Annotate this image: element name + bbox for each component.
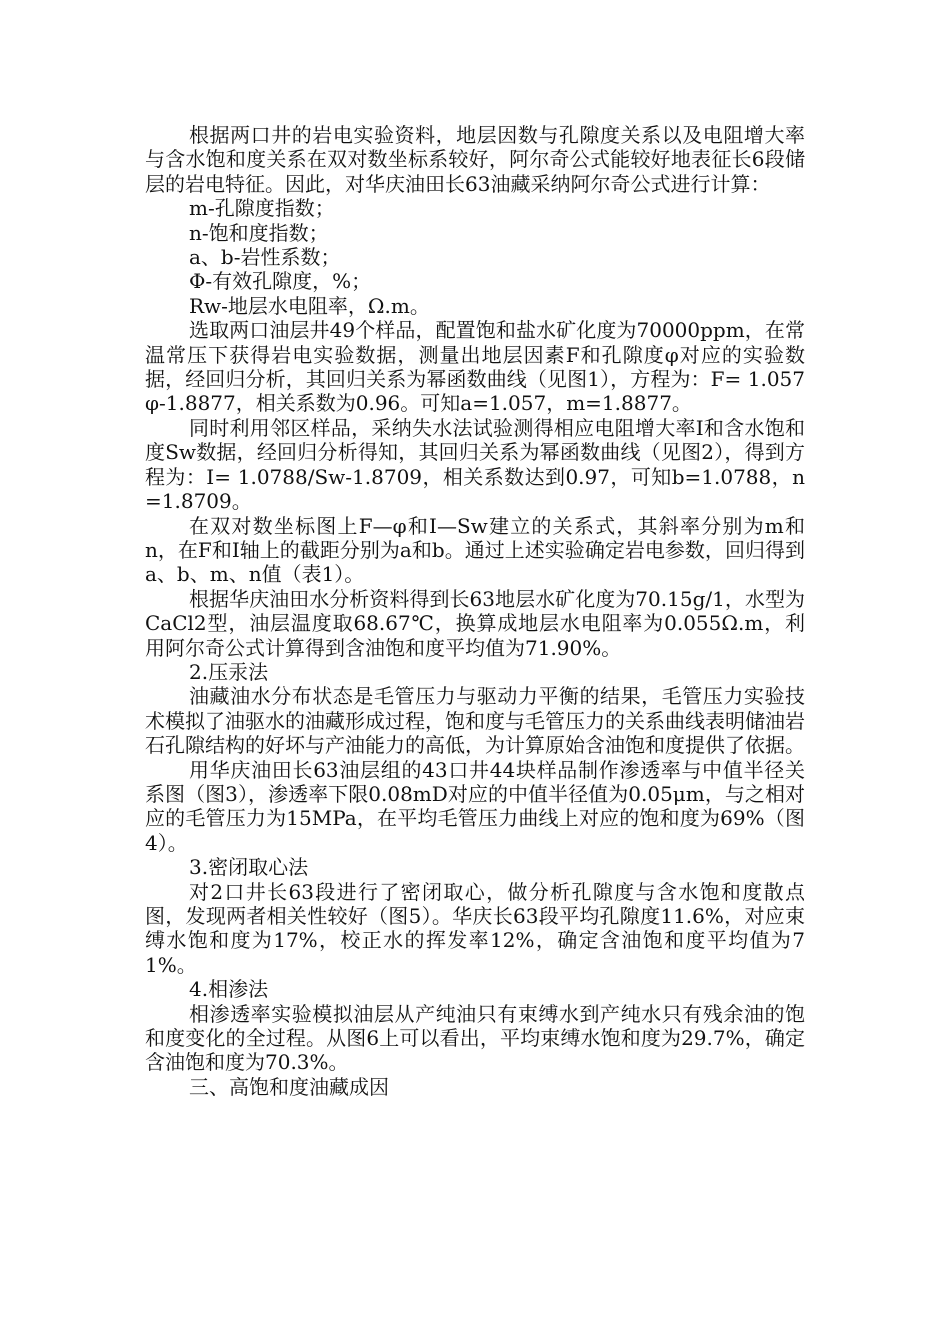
paragraph-capillary-pressure: 油藏油水分布状态是毛管压力与驱动力平衡的结果，毛管压力实验技术模拟了油驱水的油藏形成过程，饱和度与毛管压力的关系曲线表明储油岩石孔隙结构的好坏与产油能力的高低，为计算原始含油饱和度提供了依据。 [145, 684, 805, 758]
paragraph-resistivity-index: 同时利用邻区样品，采纳失水法试验测得相应电阻增大率I和含水饱和度Sw数据，经回归分析得知，其回归关系为幂函数曲线（见图2），得到方程为：I= 1.0788/Sw-1.8709，相关系数达到0.97，可知b=1.0788，n=1.8709。 [145, 415, 805, 514]
definition-a-b: a、b-岩性系数； [189, 245, 341, 270]
paragraph-relative-permeability: 相渗透率实验模拟油层从产纯油只有束缚水到产纯水只有残余油的饱和度变化的全过程。从图6上可以看出，平均束缚水饱和度为29.7%，确定含油饱和度为70.3%。 [145, 1001, 805, 1075]
paragraph-log-log: 在双对数坐标图上F—φ和I—Sw建立的关系式，其斜率分别为m和n，在F和I轴上的截距分别为a和b。通过上述实验确定岩电参数，回归得到a、b、m、n值（表1）。 [145, 513, 805, 587]
document-body [145, 123, 805, 1099]
section-heading-sealed-coring: 3.密闭取心法 [189, 855, 309, 880]
definition-n: n-饱和度指数； [189, 220, 329, 245]
paragraph-sealed-coring: 对2口井长63段进行了密闭取心，做分析孔隙度与含水饱和度散点图，发现两者相关性较好（图5）。华庆长63段平均孔隙度11.6%，对应束缚水饱和度为17%，校正水的挥发率12%，确定含油饱和度平均值为71%。 [145, 879, 805, 977]
definition-phi: Φ-有效孔隙度，%； [189, 269, 372, 294]
paragraph-permeability-radius: 用华庆油田长63油层组的43口井44块样品制作渗透率与中值半径关系图（图3），渗透率下限0.08mD对应的中值半径值为0.05μm，与之相对应的毛管压力为15MPa，在平均毛管压力曲线上对应的饱和度为69%（图4）。 [145, 757, 805, 855]
section-heading-mercury-injection: 2.压汞法 [189, 659, 269, 684]
definition-m: m-孔隙度指数； [189, 196, 335, 221]
section-heading-high-saturation-cause: 三、高饱和度油藏成因 [189, 1074, 389, 1099]
paragraph-formation-factor: 选取两口油层井49个样品，配置饱和盐水矿化度为70000ppm，在常温常压下获得岩电实验数据，测量出地层因素F和孔隙度φ对应的实验数据，经回归分析，其回归关系为幂函数曲线（见图1），方程为：F= 1.057φ-1.8877，相关系数为0.96。可知a=1.057，m=1.8877。 [145, 318, 805, 416]
paragraph-water-analysis: 根据华庆油田水分析资料得到长63地层水矿化度为70.15g/1，水型为CaCl2型，油层温度取68.67℃，换算成地层水电阻率为0.055Ω.m，利用阿尔奇公式计算得到含油饱和度平均值为71.90%。 [145, 586, 805, 660]
section-heading-relative-permeability: 4.相渗法 [189, 977, 269, 1002]
definition-rw: Rw-地层水电阻率，Ω.m。 [189, 293, 430, 318]
paragraph-intro: 根据两口井的岩电实验资料，地层因数与孔隙度关系以及电阻增大率与含水饱和度关系在双对数坐标系较好，阿尔奇公式能较好地表征长6段储层的岩电特征。因此，对华庆油田长63油藏采纳阿尔奇公式进行计算： [145, 123, 805, 196]
